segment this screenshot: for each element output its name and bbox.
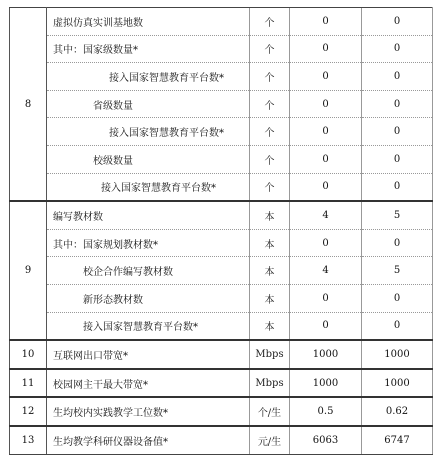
table-row <box>10 145 433 173</box>
item-number: 8 <box>10 8 47 202</box>
value-cell-1: 6063 <box>290 426 362 454</box>
value-cell-2: 5 <box>362 201 433 229</box>
indicator-name: 接入国家智慧教育平台数* <box>47 118 250 146</box>
value-cell-1: 0 <box>290 145 362 173</box>
table-row <box>10 397 433 426</box>
unit-cell: 本 <box>250 229 290 257</box>
unit-cell: 本 <box>250 201 290 229</box>
table-row <box>10 369 433 398</box>
value-cell-2: 0 <box>362 284 433 312</box>
table-row <box>10 63 433 91</box>
value-cell-2: 1000 <box>362 369 433 398</box>
table-body <box>10 8 433 455</box>
indicator-name: 校级数量 <box>47 145 250 173</box>
item-number: 12 <box>10 397 47 426</box>
indicator-name: 接入国家智慧教育平台数* <box>47 173 250 201</box>
unit-cell: 本 <box>250 312 290 340</box>
item-number: 13 <box>10 426 47 454</box>
value-cell-2: 0 <box>362 229 433 257</box>
indicator-name: 生均教学科研仪器设备值* <box>47 426 250 454</box>
unit-cell: 个 <box>250 145 290 173</box>
value-cell-1: 0 <box>290 173 362 201</box>
indicator-name: 校园网主干最大带宽* <box>47 369 250 398</box>
indicator-name: 接入国家智慧教育平台数* <box>47 312 250 340</box>
unit-cell: 个/生 <box>250 397 290 426</box>
statistics-table <box>9 7 433 455</box>
value-cell-2: 0 <box>362 90 433 118</box>
value-cell-1: 0 <box>290 312 362 340</box>
value-cell-2: 0 <box>362 118 433 146</box>
unit-cell: 个 <box>250 118 290 146</box>
value-cell-2: 0 <box>362 63 433 91</box>
value-cell-2: 0 <box>362 145 433 173</box>
indicator-name: 接入国家智慧教育平台数* <box>47 63 250 91</box>
value-cell-1: 1000 <box>290 340 362 369</box>
table-row <box>10 312 433 340</box>
value-cell-2: 5 <box>362 257 433 285</box>
unit-cell: 个 <box>250 63 290 91</box>
indicator-name: 编写教材数 <box>47 201 250 229</box>
table-row <box>10 173 433 201</box>
item-number: 9 <box>10 201 47 340</box>
unit-cell: 个 <box>250 8 290 36</box>
indicator-name: 虚拟仿真实训基地数 <box>47 8 250 36</box>
indicator-name: 互联网出口带宽* <box>47 340 250 369</box>
table-row <box>10 284 433 312</box>
unit-cell: 个 <box>250 173 290 201</box>
unit-cell: 本 <box>250 257 290 285</box>
value-cell-2: 0 <box>362 8 433 36</box>
value-cell-1: 0 <box>290 90 362 118</box>
value-cell-1: 4 <box>290 257 362 285</box>
indicator-name: 其中：国家规划教材数* <box>47 229 250 257</box>
value-cell-1: 0 <box>290 8 362 36</box>
value-cell-1: 0 <box>290 229 362 257</box>
indicator-name: 生均校内实践教学工位数* <box>47 397 250 426</box>
unit-cell: Mbps <box>250 340 290 369</box>
table-row <box>10 118 433 146</box>
value-cell-1: 1000 <box>290 369 362 398</box>
table-row <box>10 340 433 369</box>
value-cell-1: 0.5 <box>290 397 362 426</box>
value-cell-2: 1000 <box>362 340 433 369</box>
table-row <box>10 426 433 454</box>
unit-cell: 本 <box>250 284 290 312</box>
unit-cell: Mbps <box>250 369 290 398</box>
value-cell-2: 6747 <box>362 426 433 454</box>
table-row <box>10 8 433 36</box>
value-cell-1: 0 <box>290 35 362 63</box>
value-cell-2: 0 <box>362 173 433 201</box>
value-cell-2: 0 <box>362 312 433 340</box>
item-number: 11 <box>10 369 47 398</box>
indicator-name: 新形态教材数 <box>47 284 250 312</box>
table-row <box>10 90 433 118</box>
table-row <box>10 229 433 257</box>
table-row <box>10 35 433 63</box>
value-cell-1: 0 <box>290 63 362 91</box>
indicator-name: 省级数量 <box>47 90 250 118</box>
value-cell-2: 0.62 <box>362 397 433 426</box>
value-cell-1: 4 <box>290 201 362 229</box>
value-cell-1: 0 <box>290 118 362 146</box>
value-cell-2: 0 <box>362 35 433 63</box>
unit-cell: 元/生 <box>250 426 290 454</box>
value-cell-1: 0 <box>290 284 362 312</box>
indicator-name: 校企合作编写教材数 <box>47 257 250 285</box>
indicator-name: 其中：国家级数量* <box>47 35 250 63</box>
unit-cell: 个 <box>250 90 290 118</box>
table-row <box>10 257 433 285</box>
table-row <box>10 201 433 229</box>
item-number: 10 <box>10 340 47 369</box>
unit-cell: 个 <box>250 35 290 63</box>
